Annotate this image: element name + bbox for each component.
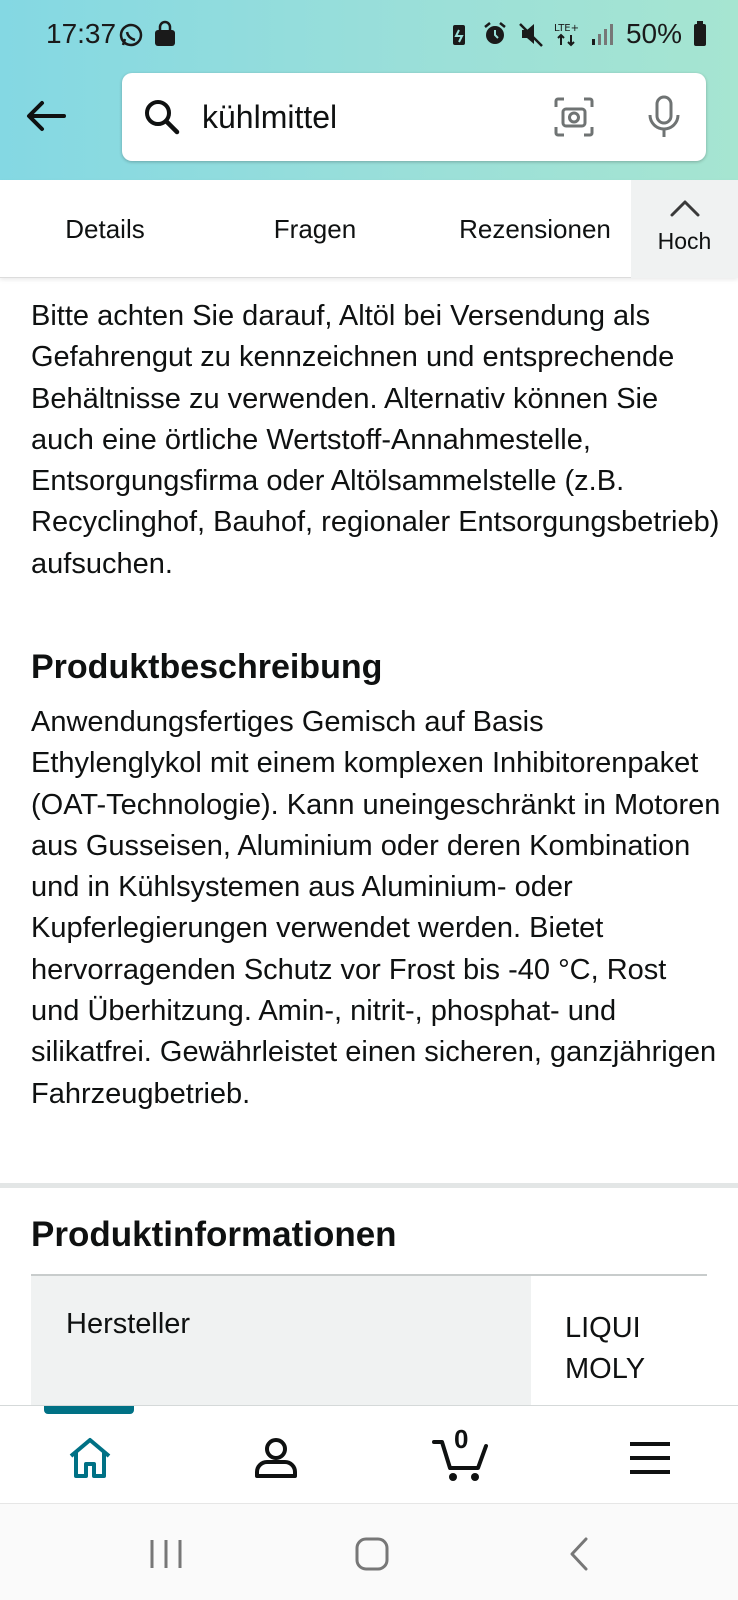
table-row — [31, 1276, 707, 1406]
home-button-icon[interactable] — [352, 1534, 392, 1574]
search-icon — [142, 97, 182, 137]
account-icon[interactable] — [252, 1434, 300, 1482]
cart-count-badge: 0 — [454, 1424, 469, 1454]
whatsapp-icon — [118, 20, 144, 50]
alarm-icon — [482, 19, 508, 49]
cart-button[interactable] — [432, 1424, 490, 1484]
battery-icon — [692, 19, 708, 49]
camera-icon[interactable] — [552, 95, 596, 139]
header — [0, 0, 738, 180]
shopping-bag-icon — [152, 20, 178, 50]
table-row-value: LIQUI MOLY — [565, 1312, 646, 1385]
product-information-heading: Produktinformationen — [31, 1215, 397, 1254]
product-description-heading: Produktbeschreibung — [31, 648, 383, 686]
microphone-icon[interactable] — [644, 93, 684, 141]
lte-icon — [554, 19, 580, 49]
tab-fragen[interactable]: Fragen — [273, 214, 357, 244]
active-tab-indicator — [44, 1406, 134, 1414]
search-input[interactable]: kühlmittel — [202, 99, 338, 135]
table-row-key: Hersteller — [31, 1276, 531, 1406]
tab-rezensionen[interactable]: Rezensionen — [459, 214, 611, 244]
status-time: 17:37 — [46, 18, 117, 49]
disposal-info-paragraph: Bitte achten Sie darauf, Altöl bei Versendung als Gefahrengut zu kennzeichnen und entsprechende Behältnisse zu verwenden. Alternativ können Sie auch eine örtliche Wertstoff-Annahmestelle, Entsorgungsfirma oder Altölsammelstelle (z.B. Recyclinghof, Bauhof, regionaler Entsorgungsbetrieb) aufsuchen. — [31, 300, 720, 580]
scroll-to-top-button[interactable] — [631, 180, 738, 278]
back-arrow-icon[interactable] — [22, 92, 70, 140]
mute-icon — [518, 19, 544, 49]
signal-icon — [590, 19, 616, 49]
tab-details[interactable]: Details — [65, 214, 145, 244]
product-description-text: Anwendungsfertiges Gemisch auf Basis Ethylenglykol mit einem komplexen Inhibitorenpaket (OAT-Technologie). Kann uneingeschränkt in Motoren aus Gusseisen, Aluminium oder deren Kombination und in Kühlsystemen aus Aluminium- oder Kupferlegierungen verwendet werden. Bietet hervorragenden Schutz vor Frost bis -40 °C, Rost und Überhitzung. Amin-, nitrit-, phosphat- und silikatfrei. Gewährleistet einen sicheren, ganzjährigen Fahrzeugbetrieb. — [31, 706, 721, 1110]
recent-apps-icon[interactable] — [146, 1534, 186, 1574]
bottom-navigation — [0, 1405, 738, 1503]
scroll-to-top-label: Hoch — [657, 228, 712, 254]
section-divider — [0, 1183, 738, 1188]
svg-text:LTE+: LTE+ — [553, 23, 579, 34]
back-button-icon[interactable] — [560, 1534, 600, 1574]
home-icon[interactable] — [66, 1434, 114, 1482]
battery-saver-icon — [446, 19, 472, 49]
status-system-icons — [446, 18, 708, 50]
section-tabs — [0, 180, 738, 278]
search-box[interactable] — [122, 73, 706, 161]
system-navigation-bar — [0, 1503, 738, 1600]
battery-percentage: 50% — [625, 18, 682, 49]
status-notification-icons — [118, 20, 178, 50]
chevron-up-icon — [669, 196, 701, 218]
status-bar — [0, 0, 738, 72]
menu-icon[interactable] — [626, 1434, 674, 1482]
